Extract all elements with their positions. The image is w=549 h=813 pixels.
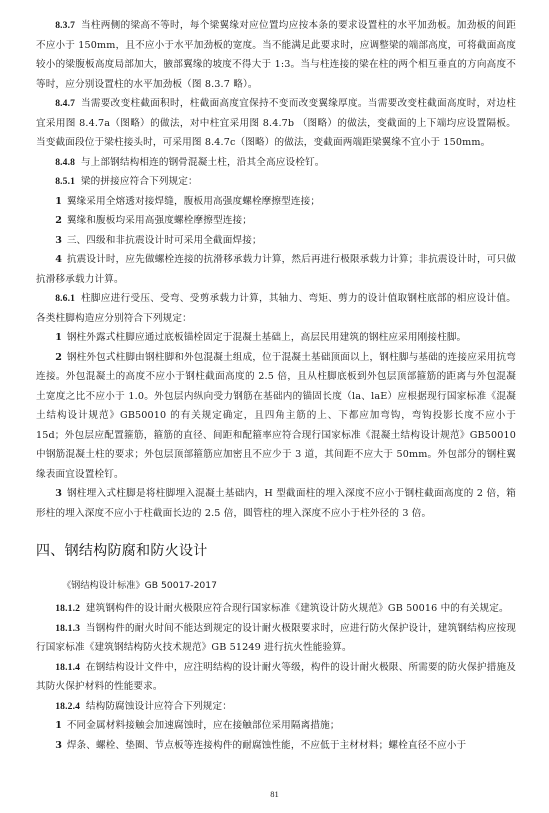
item-number: 1 — [55, 720, 63, 731]
item-text: 三、四级和非抗震设计时可采用全截面焊接； — [66, 234, 262, 246]
list-item — [36, 211, 516, 231]
clause — [36, 658, 516, 697]
list-item — [36, 348, 516, 485]
clause-text: 梁的拼接应符合下列规定： — [80, 176, 198, 187]
clause-list-bottom — [36, 599, 516, 755]
list-item — [36, 250, 516, 289]
item-text: 抗震设计时，应先做螺栓连接的抗滑移承载力计算，然后再进行极限承载力计算；非抗震设计时，可只做抗滑移承载力计算。 — [36, 254, 516, 285]
list-item — [36, 328, 516, 348]
clause-number: 18.1.2 — [55, 603, 81, 614]
clause — [36, 16, 516, 94]
item-text: 翼缘采用全熔透对接焊缝，腹板用高强度螺栓摩擦型连接； — [66, 195, 321, 207]
list-item — [36, 736, 516, 756]
item-text: 翼缘和腹板均采用高强度螺栓摩擦型连接； — [66, 215, 252, 226]
clause — [36, 289, 516, 328]
clause-text: 建筑钢构件的设计耐火极限应符合现行国家标准《建筑设计防火规范》GB 50016 中的有关规定。 — [85, 603, 509, 614]
clause-number: 8.5.1 — [55, 176, 76, 187]
clause-number: 18.1.4 — [55, 661, 81, 673]
clause — [36, 697, 516, 717]
document-page — [36, 16, 516, 755]
item-text: 钢柱外包式柱脚由钢柱脚和外包混凝土组成，位于混凝土基础顶面以上，钢柱脚与基础的连接应采用抗弯连接。外包混凝土的高度不应小于钢柱截面高度的 2.5 倍，且从柱脚底板到外包层顶部箍筋的距离与外包混凝土宽度之比不应小于 1.0。外包层内纵向受力钢筋在基础内的锚固长度（la、laE）应根据现行国家标准《混凝土结构设计规范》GB50010 的有关规定确定，且四角主筋的上、下都应加弯钩，弯钩投影长度不应小于 15d；外包层应配置箍筋，箍筋的直径、间距和配箍率应符合现行国家标准《混凝土结构设计规范》GB50010 中钢筋混凝土柱的要求；外包层顶部箍筋应加密且不应少于 3 道，其间距不应大于 50mm。外包部分的钢柱翼缘表面宜设置栓钉。 — [36, 351, 516, 480]
clause — [36, 94, 516, 153]
item-number: 1 — [55, 195, 63, 207]
item-number: 2 — [55, 215, 63, 226]
clause-text: 当柱两侧的梁高不等时，每个梁翼缘对应位置均应按本条的要求设置柱的水平加劲板。加劲板的间距不应小于 150mm，且不应小于水平加劲板的宽度。当不能满足此要求时，应调整梁的端部高度，可将截面高度较小的梁腹板高度局部加大，腋部翼缘的坡度不得大于 1:3。当与柱连接的梁在柱的两个相互垂直的方向高度不等时，应分别设置柱的水平加劲板（图 8.3.7 略）。 — [36, 20, 516, 90]
item-text: 焊条、螺栓、垫圈、节点板等连接构件的耐腐蚀性能，不应低于主材材料；螺栓直径不应小于 — [66, 739, 467, 751]
clause-list-top — [36, 16, 516, 523]
clause — [36, 153, 516, 173]
section-title: 四、钢结构防腐和防火设计 — [36, 543, 208, 559]
item-text: 钢柱外露式柱脚应通过底板锚栓固定于混凝土基础上，高层民用建筑的钢柱应采用刚接柱脚。 — [66, 332, 467, 343]
list-item — [36, 716, 516, 736]
item-number: 4 — [55, 254, 63, 265]
clause-text: 当钢构件的耐火时间不能达到规定的设计耐火极限要求时，应进行防火保护设计，建筑钢结构应按现行国家标准《建筑钢结构防火技术规范》GB 51249 进行抗火性能验算。 — [36, 622, 516, 653]
clause-number: 18.1.3 — [55, 622, 81, 634]
list-item — [36, 484, 516, 523]
clause-text: 柱脚应进行受压、受弯、受剪承载力计算，其轴力、弯矩、剪力的设计值取钢柱底部的相应设计值。各类柱脚构造应分别符合下列规定： — [36, 293, 516, 324]
clause-number: 8.4.8 — [55, 156, 76, 168]
clause-text: 当需要改变柱截面积时，柱截面高度宜保持不变而改变翼缘厚度。当需要改变柱截面高度时，对边柱宜采用图 8.4.7a（图略）的做法，对中柱宜采用图 8.4.7b （图略）的做法，变截面的上下端均应设置隔板。当变截面段位于梁柱接头时，可采用图 8.4.7c（图略）的做法，变截面两端距梁翼缘不宜小于 150mm。 — [36, 98, 516, 148]
clause — [36, 172, 516, 192]
clause — [36, 619, 516, 658]
clause-text: 结构防腐蚀设计应符合下列规定： — [85, 700, 232, 712]
page-number: 81 — [270, 789, 279, 799]
list-item — [36, 192, 516, 212]
item-number: 3 — [55, 234, 63, 246]
source-standard: 《钢结构设计标准》GB 50017-2017 — [62, 580, 217, 591]
item-number: 3 — [55, 739, 63, 751]
list-item — [36, 231, 516, 251]
item-number: 2 — [55, 351, 63, 363]
item-text: 不同金属材料接触会加速腐蚀时，应在接触部位采用隔离措施； — [66, 720, 340, 731]
clause — [36, 599, 516, 619]
item-number: 3 — [55, 488, 63, 499]
clause-number: 8.6.1 — [55, 293, 76, 304]
item-number: 1 — [55, 332, 63, 343]
clause-text: 与上部钢结构相连的钢骨混凝土柱，沿其全高应设栓钉。 — [80, 156, 325, 168]
item-text: 钢柱埋入式柱脚是将柱脚埋入混凝土基础内，H 型截面柱的埋入深度不应小于钢柱截面高度的 2 倍，箱形柱的埋入深度不应小于柱截面长边的 2.5 倍，圆管柱的埋入深度不应小于柱外径的 3 倍。 — [36, 488, 516, 519]
clause-number: 18.2.4 — [55, 700, 81, 712]
clause-text: 在钢结构设计文件中，应注明结构的设计耐火等级，构件的设计耐火极限、所需要的防火保护措施及其防火保护材料的性能要求。 — [36, 661, 516, 692]
clause-number: 8.3.7 — [55, 20, 76, 31]
clause-number: 8.4.7 — [55, 98, 76, 109]
